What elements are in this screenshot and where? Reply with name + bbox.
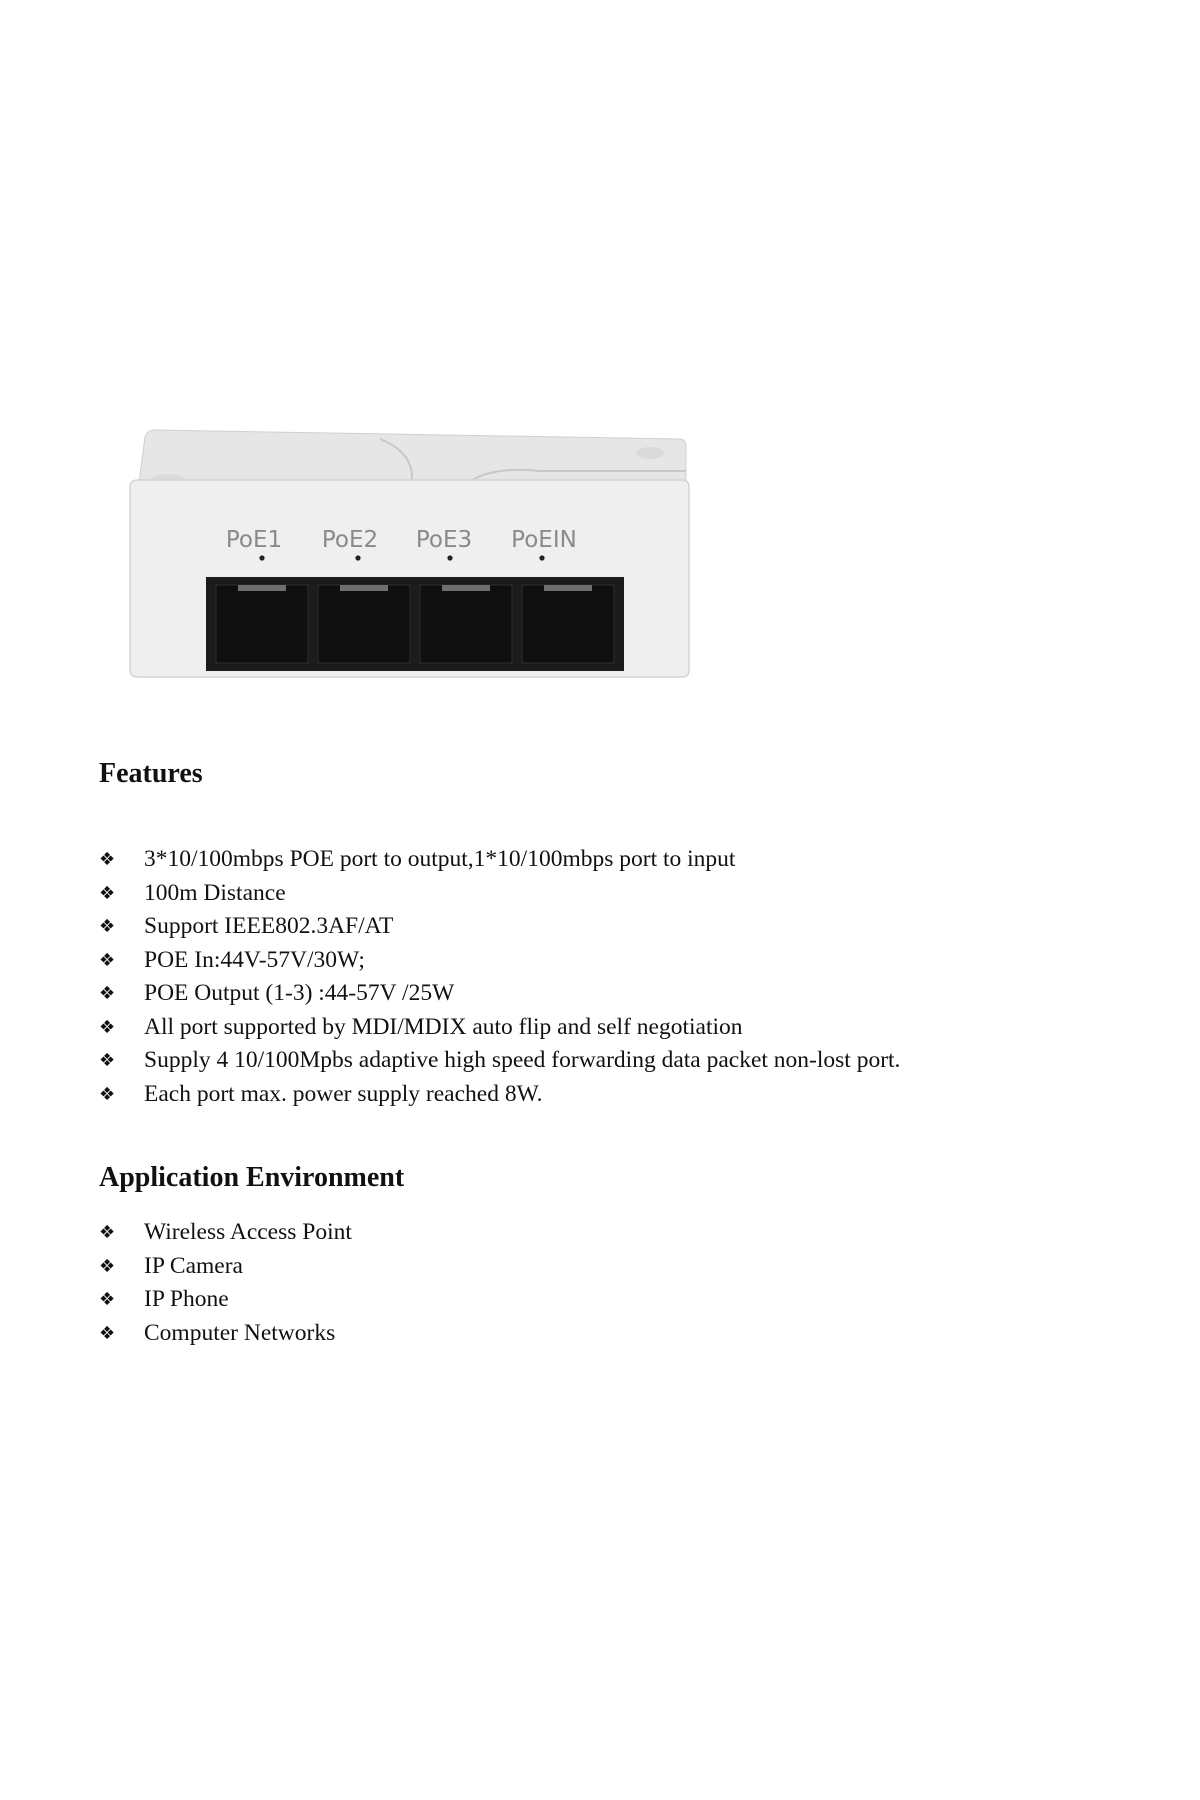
port-contacts-3 (442, 585, 490, 591)
feature-text: 100m Distance (144, 879, 286, 906)
application-text: Computer Networks (144, 1319, 336, 1346)
features-list (99, 843, 900, 1111)
list-item (99, 1044, 900, 1078)
ethernet-port-2 (318, 585, 410, 663)
four-diamond-bullet-icon: ❖ (99, 1289, 116, 1310)
four-diamond-bullet-icon: ❖ (99, 849, 116, 870)
feature-text: Support IEEE802.3AF/AT (144, 913, 394, 939)
list-item (99, 944, 900, 978)
application-text: Wireless Access Point (144, 1219, 352, 1245)
led-indicator-4 (539, 555, 544, 560)
port-label-poe1: PoE1 (225, 527, 283, 553)
four-diamond-bullet-icon: ❖ (99, 949, 116, 971)
four-diamond-bullet-icon: ❖ (99, 916, 116, 937)
port-contacts-1 (238, 585, 286, 591)
list-item (99, 1011, 900, 1045)
screw-hole-right (636, 447, 664, 459)
four-diamond-bullet-icon: ❖ (99, 1322, 116, 1344)
port-contacts-4 (544, 585, 592, 591)
four-diamond-bullet-icon: ❖ (99, 1050, 116, 1071)
list-item (99, 877, 900, 911)
feature-text: Supply 4 10/100Mpbs adaptive high speed forwarding data packet non-lost port. (144, 1047, 901, 1073)
list-item (99, 843, 900, 877)
poe-splitter-illustration (120, 425, 700, 685)
led-indicator-1 (259, 555, 264, 560)
application-environment-heading: Application Environment (99, 1162, 405, 1193)
application-list (99, 1216, 352, 1350)
feature-text: All port supported by MDI/MDIX auto flip and self negotiation (144, 1013, 743, 1040)
port-label-poein: PoEIN (511, 527, 577, 553)
list-item (99, 977, 900, 1011)
feature-text: Each port max. power supply reached 8W. (144, 1080, 543, 1107)
feature-text: 3*10/100mbps POE port to output,1*10/100mbps port to input (144, 846, 736, 872)
four-diamond-bullet-icon: ❖ (99, 1222, 116, 1243)
features-heading: Features (99, 758, 203, 789)
feature-text: POE Output (1-3) :44-57V /25W (144, 980, 455, 1006)
ethernet-port-3 (420, 585, 512, 663)
four-diamond-bullet-icon: ❖ (99, 1016, 116, 1038)
feature-text: POE In:44V-57V/30W; (144, 946, 365, 973)
four-diamond-bullet-icon: ❖ (99, 983, 116, 1004)
port-contacts-2 (340, 585, 388, 591)
ethernet-port-4 (522, 585, 614, 663)
four-diamond-bullet-icon: ❖ (99, 1083, 116, 1105)
list-item (99, 1317, 352, 1351)
list-item (99, 910, 900, 944)
application-text: IP Camera (144, 1252, 243, 1279)
led-indicator-2 (355, 555, 360, 560)
list-item (99, 1078, 900, 1112)
four-diamond-bullet-icon: ❖ (99, 882, 116, 904)
application-text: IP Phone (144, 1286, 229, 1312)
port-label-poe3: PoE3 (415, 527, 473, 553)
four-diamond-bullet-icon: ❖ (99, 1255, 116, 1277)
port-label-poe2: PoE2 (321, 527, 379, 553)
list-item (99, 1250, 352, 1284)
product-image (120, 425, 700, 685)
ethernet-port-1 (216, 585, 308, 663)
list-item (99, 1216, 352, 1250)
led-indicator-3 (447, 555, 452, 560)
list-item (99, 1283, 352, 1317)
